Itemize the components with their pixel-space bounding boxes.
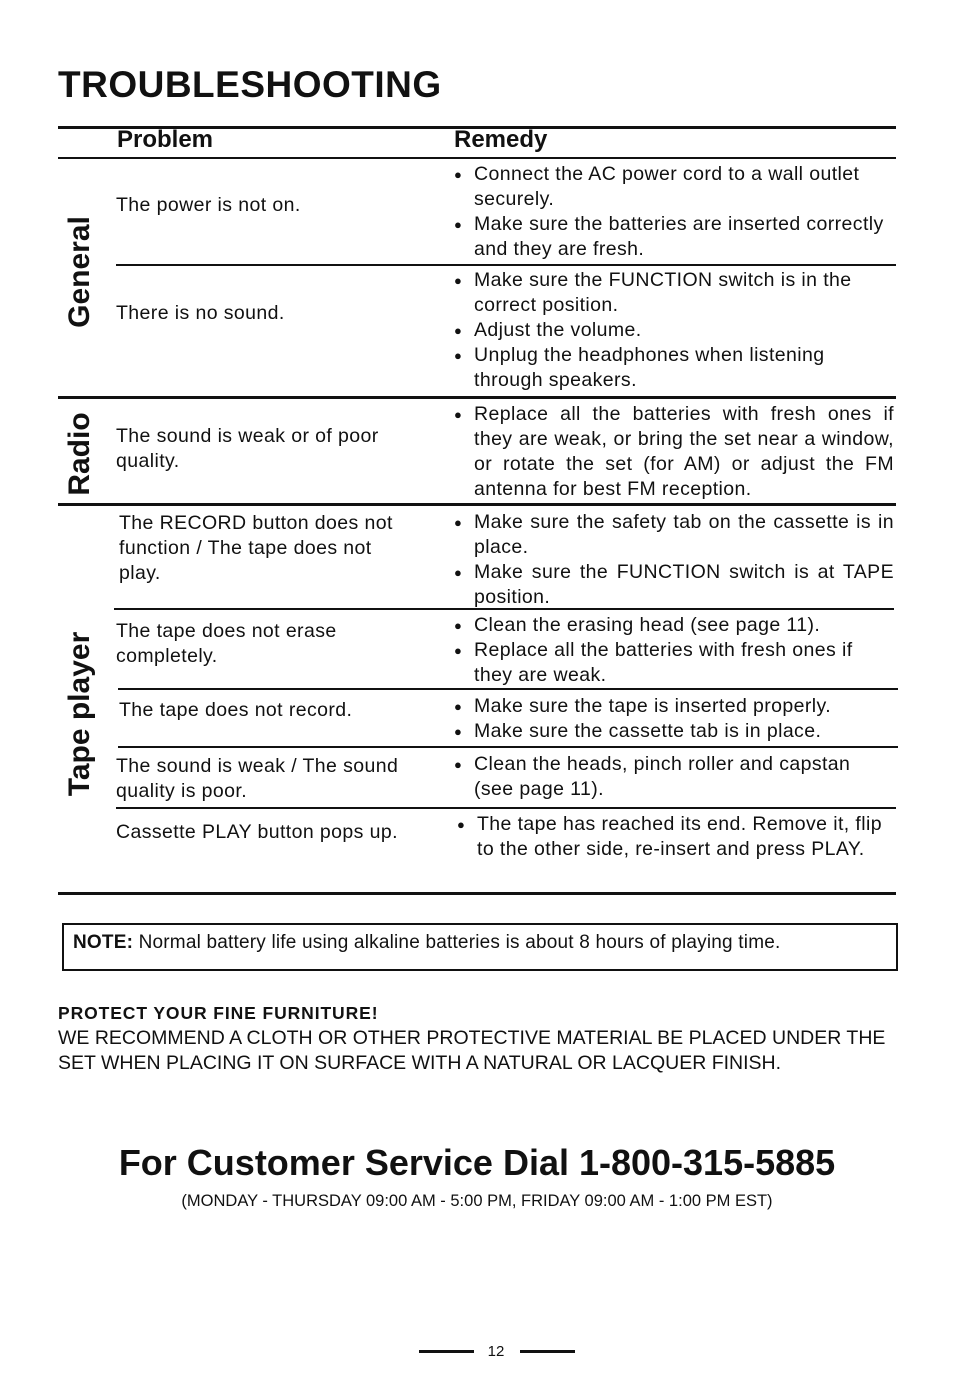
remedy-item: ● Clean the erasing head (see page 11).	[454, 613, 894, 638]
problem-cell: The RECORD button does not function / The tape does not play.	[119, 512, 393, 584]
page-rule-left	[419, 1350, 474, 1353]
remedy-item: ● The tape has reached its end. Remove it, flip to the other side, re-insert and press PLAY.	[457, 812, 897, 862]
remedy-item: ● Make sure the cassette tab is in place.	[454, 719, 894, 744]
remedy-cell	[454, 752, 894, 802]
troubleshooting-table: Problem Remedy General Radio Tape player The power is not on. ● Connect the AC power cord to a wall outlet securely. ● Make sure the batteries are inserted correctly and they are fresh. There is no sound. ● Make sure the FUNCTION switch is in the correct position. ● Adjust the volume. ● Unplug the headphones when listening through speakers. The sound is weak or of poor quality. ● Replace all the batteries with fresh ones if they are weak, or bring the set near a window, or rotate the set (for AM) or adjust the FM antenna for best FM reception. The RECORD button does not function / The tape does not play. ● Make sure the safety tab on the cassette is in place. ● Make sure the FUNCTION switch is at TAPE position. The tape does not erase completely. ● Clean the erasing head (see page 11). ● Replace all the batteries with fresh ones if they are weak. The tape does not record. ● Make sure the tape is inserted properly. ● Make sure the cassette tab is in place. The sound is weak / The sound quality is poor. ● Clean the heads, pinch roller and capstan (see page 11). Cassette PLAY button pops up. ● The tape has reached its end. Remove it, flip to the other side, re-insert and press PLAY.	[58, 126, 896, 894]
note-label: NOTE:	[73, 932, 134, 953]
section-rule	[58, 503, 896, 506]
remedy-cell	[454, 694, 894, 744]
remedy-item: ● Unplug the headphones when listening through speakers.	[454, 343, 894, 393]
service-hours: (MONDAY - THURSDAY 09:00 AM - 5:00 PM, FRIDAY 09:00 AM - 1:00 PM EST)	[181, 1192, 773, 1210]
problem-cell: The tape does not erase completely.	[116, 620, 337, 667]
row-rule	[116, 807, 896, 809]
header-rule	[58, 157, 896, 159]
remedy-item: ● Make sure the batteries are inserted correctly and they are fresh.	[454, 212, 894, 262]
remedy-item: ● Make sure the FUNCTION switch is in the correct position.	[454, 268, 894, 318]
remedy-item: ● Make sure the tape is inserted properly.	[454, 694, 894, 719]
remedy-cell	[454, 268, 894, 393]
remedy-item: ● Connect the AC power cord to a wall outlet securely.	[454, 162, 894, 212]
remedy-cell	[454, 162, 894, 262]
header-remedy: Remedy	[454, 126, 548, 153]
note-text: Normal battery life using alkaline batteries is about 8 hours of playing time.	[138, 932, 781, 953]
remedy-item: ● Make sure the FUNCTION switch is at TAPE position.	[454, 560, 894, 610]
remedy-item: ● Make sure the safety tab on the cassette is in place.	[454, 510, 894, 560]
page-number: 12	[487, 1343, 505, 1360]
row-rule	[118, 688, 898, 690]
header-problem: Problem	[117, 126, 214, 153]
remedy-item: ● Replace all the batteries with fresh ones if they are weak.	[454, 638, 894, 688]
problem-cell: The sound is weak / The sound quality is poor.	[116, 755, 399, 802]
page-rule-right	[520, 1350, 575, 1353]
section-rule	[58, 396, 896, 399]
remedy-cell	[454, 613, 894, 688]
remedy-cell	[454, 510, 894, 610]
remedy-item: ● Clean the heads, pinch roller and capstan (see page 11).	[454, 752, 894, 802]
problem-cell: Cassette PLAY button pops up.	[116, 821, 398, 843]
page-title: TROUBLESHOOTING	[58, 64, 442, 105]
customer-service-line: For Customer Service Dial 1-800-315-5885	[118, 1142, 836, 1183]
problem-cell: There is no sound.	[116, 302, 285, 324]
problem-cell: The power is not on.	[116, 194, 301, 216]
problem-cell: The tape does not record.	[119, 699, 353, 721]
row-rule	[116, 264, 896, 266]
remedy-cell	[457, 812, 897, 862]
row-rule	[118, 746, 898, 748]
remedy-item: ● Adjust the volume.	[454, 318, 894, 343]
remedy-cell	[454, 402, 894, 502]
protect-title: PROTECT YOUR FINE FURNITURE!	[58, 1003, 379, 1023]
remedy-item: ● Replace all the batteries with fresh ones if they are weak, or bring the set near a window, or rotate the set (for AM) or adjust the FM antenna for best FM reception.	[454, 402, 894, 502]
problem-cell: The sound is weak or of poor quality.	[116, 425, 379, 472]
protect-body: WE RECOMMEND A CLOTH OR OTHER PROTECTIVE MATERIAL BE PLACED UNDER THE SET WHEN PLACING IT ON SURFACE WITH A NATURAL OR LACQUER FINISH.	[58, 1027, 886, 1074]
note-box	[62, 923, 898, 971]
table-bottom-rule	[58, 892, 896, 895]
